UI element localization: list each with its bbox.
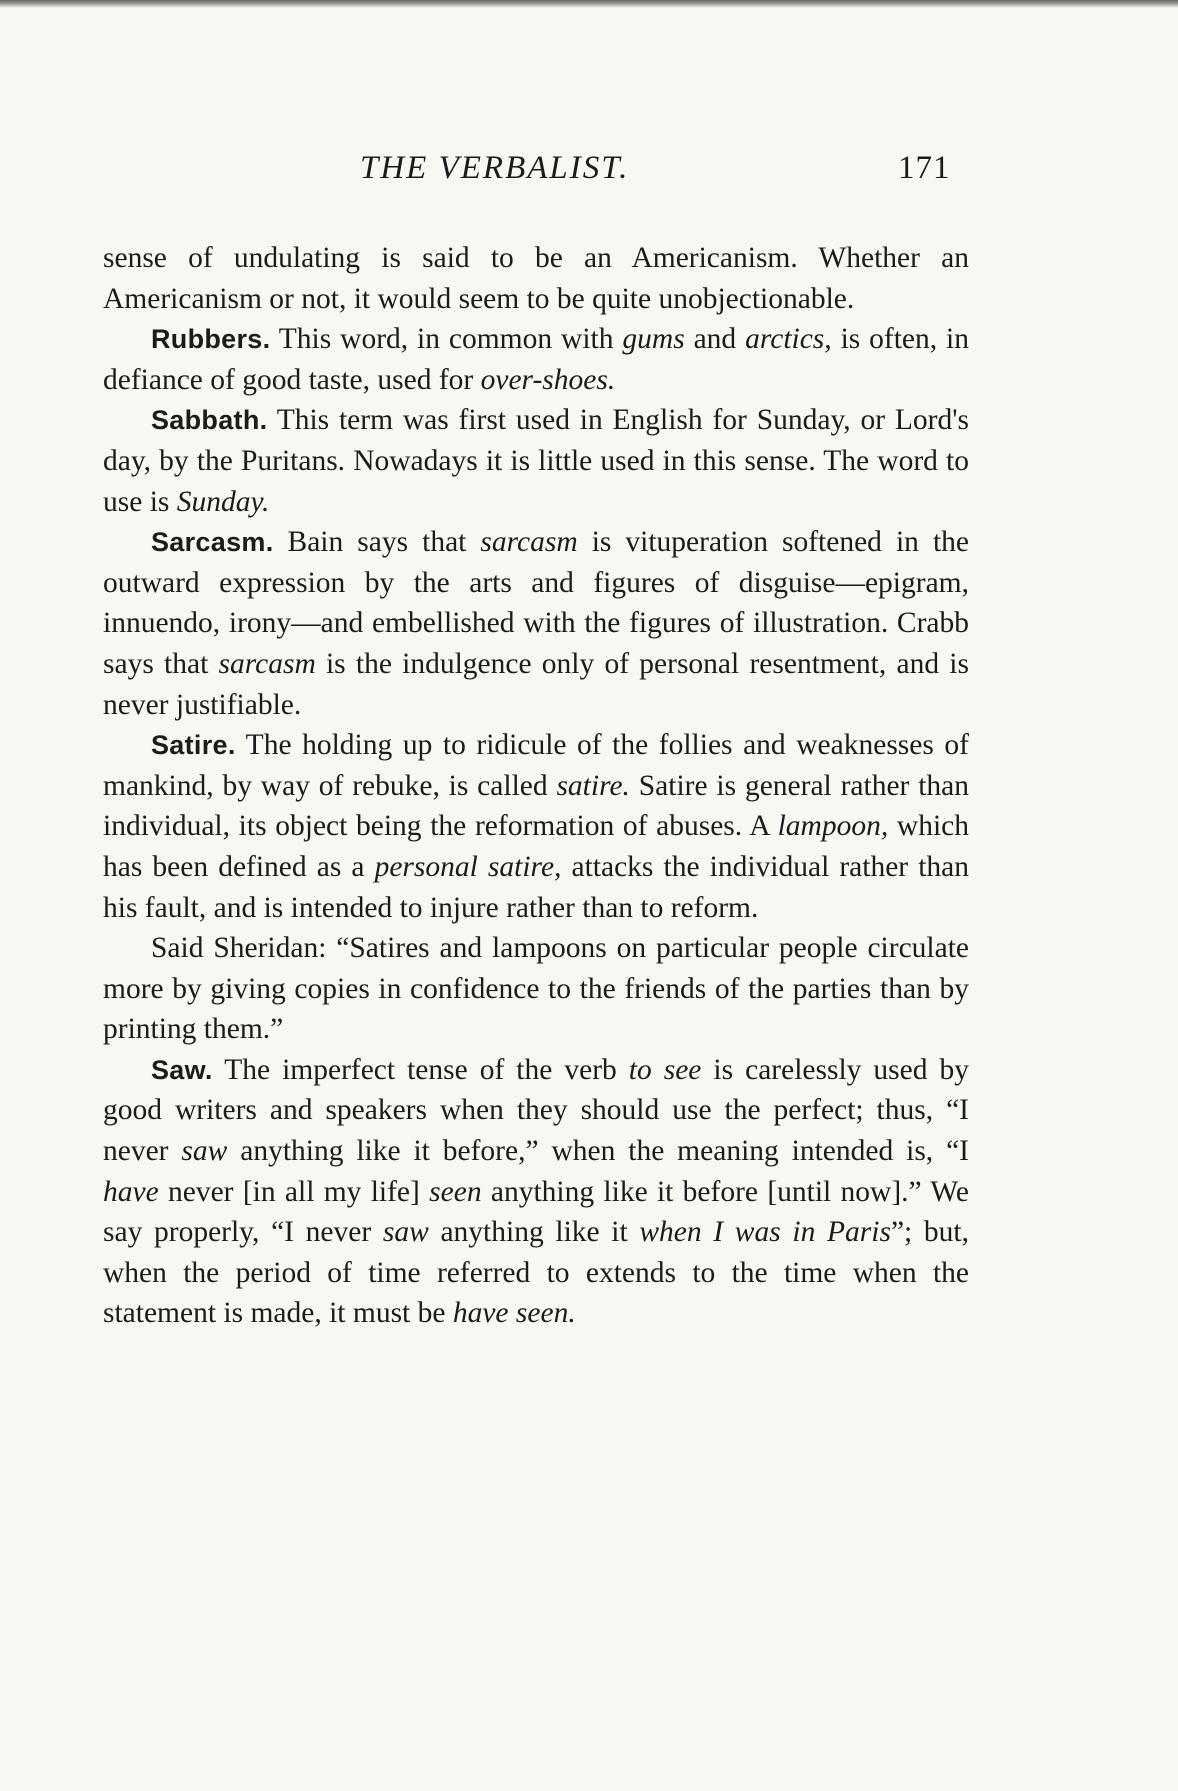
entry-text: attacks the individual rather than his fault, and is intended to injure rather than to reform. <box>103 850 970 924</box>
entry-italic: Sunday. <box>176 485 270 518</box>
entry-italic: saw <box>382 1216 429 1249</box>
entry-italic: lampoon, <box>777 810 889 843</box>
entry-term: Saw. <box>151 1054 213 1085</box>
entry-text: anything like it before,” when the meaning intended is, “I <box>227 1135 969 1168</box>
entry-term: Sabbath. <box>151 405 268 436</box>
entry-italic: to see <box>628 1053 702 1086</box>
running-title: THE VERBALIST. <box>360 150 630 186</box>
entry-italic: seen <box>429 1175 482 1208</box>
page-header <box>0 150 1178 200</box>
page-number: 171 <box>898 150 951 186</box>
page-top-edge <box>0 0 1178 8</box>
entry-sabbath <box>103 400 969 522</box>
entry-text: Satire is general rather than individual, its object being the reformation of abuses. A <box>103 769 969 843</box>
entry-term: Rubbers. <box>151 324 271 355</box>
entry-italic: personal satire, <box>374 850 562 883</box>
entry-italic: when I was in Paris <box>639 1216 891 1249</box>
paragraph-sheridan-quote <box>103 928 969 1050</box>
entry-satire <box>103 725 969 928</box>
entry-text: This word, in common with <box>270 323 623 356</box>
entry-text: ”; but, when the period of time referred to extends to the time when the statement is made, it must be <box>103 1216 969 1330</box>
entry-text: is the indulgence only of personal resentment, and is never justifiable. <box>103 647 969 721</box>
entry-italic: gums <box>622 323 685 356</box>
entry-italic: over-shoes. <box>480 363 616 396</box>
entry-text: The holding up to ridicule of the follies and weaknesses of mankind, by way of rebuke, is called <box>103 729 969 802</box>
entry-rubbers <box>103 319 969 400</box>
entry-text: is vituperation softened in the outward expression by the arts and figures of disguise—epigram, innuendo, irony—and embellished with the figures of illustration. Crabb says that <box>103 526 969 680</box>
entry-saw <box>103 1050 969 1334</box>
entry-term: Satire. <box>151 730 236 761</box>
entry-italic: sarcasm <box>480 526 578 559</box>
entry-text: The imperfect tense of the verb <box>212 1053 629 1086</box>
entry-italic: saw <box>181 1135 228 1168</box>
entry-italic: satire. <box>556 769 630 802</box>
entry-text: which has been defined as a <box>103 810 969 883</box>
paragraph-text: Said Sheridan: “Satires and lampoons on particular people circulate more by giving copies in confidence to the friends of the parties than by printing them.” <box>103 932 969 1046</box>
paragraph-continuation <box>103 238 969 319</box>
entry-text: is carelessly used by good writers and speakers when they should use the perfect; thus, “I never <box>103 1053 969 1168</box>
entry-italic: have seen. <box>452 1297 576 1330</box>
entry-text: Bain says that <box>273 526 481 559</box>
entry-text: anything like it <box>428 1216 640 1249</box>
page-body <box>103 238 969 1334</box>
entry-text: never [in all my life] <box>158 1175 430 1208</box>
entry-text: and <box>684 323 746 356</box>
entry-text: anything like it before [until now].” We say properly, “I never <box>103 1175 969 1249</box>
paragraph-text: sense of undulating is said to be an Americanism. Whether an Americanism or not, it would seem to be quite unobjectionable. <box>103 242 969 315</box>
entry-sarcasm <box>103 522 969 725</box>
entry-italic: sarcasm <box>218 647 316 680</box>
entry-italic: have <box>103 1175 159 1208</box>
entry-italic: arctics, <box>745 323 832 356</box>
entry-text: is often, in defiance of good taste, used for <box>103 323 969 396</box>
entry-term: Sarcasm. <box>151 527 274 558</box>
entry-text: This term was first used in English for Sunday, or Lord's day, by the Puritans. Nowadays it is little used in this sense. The word to use is <box>103 404 969 518</box>
